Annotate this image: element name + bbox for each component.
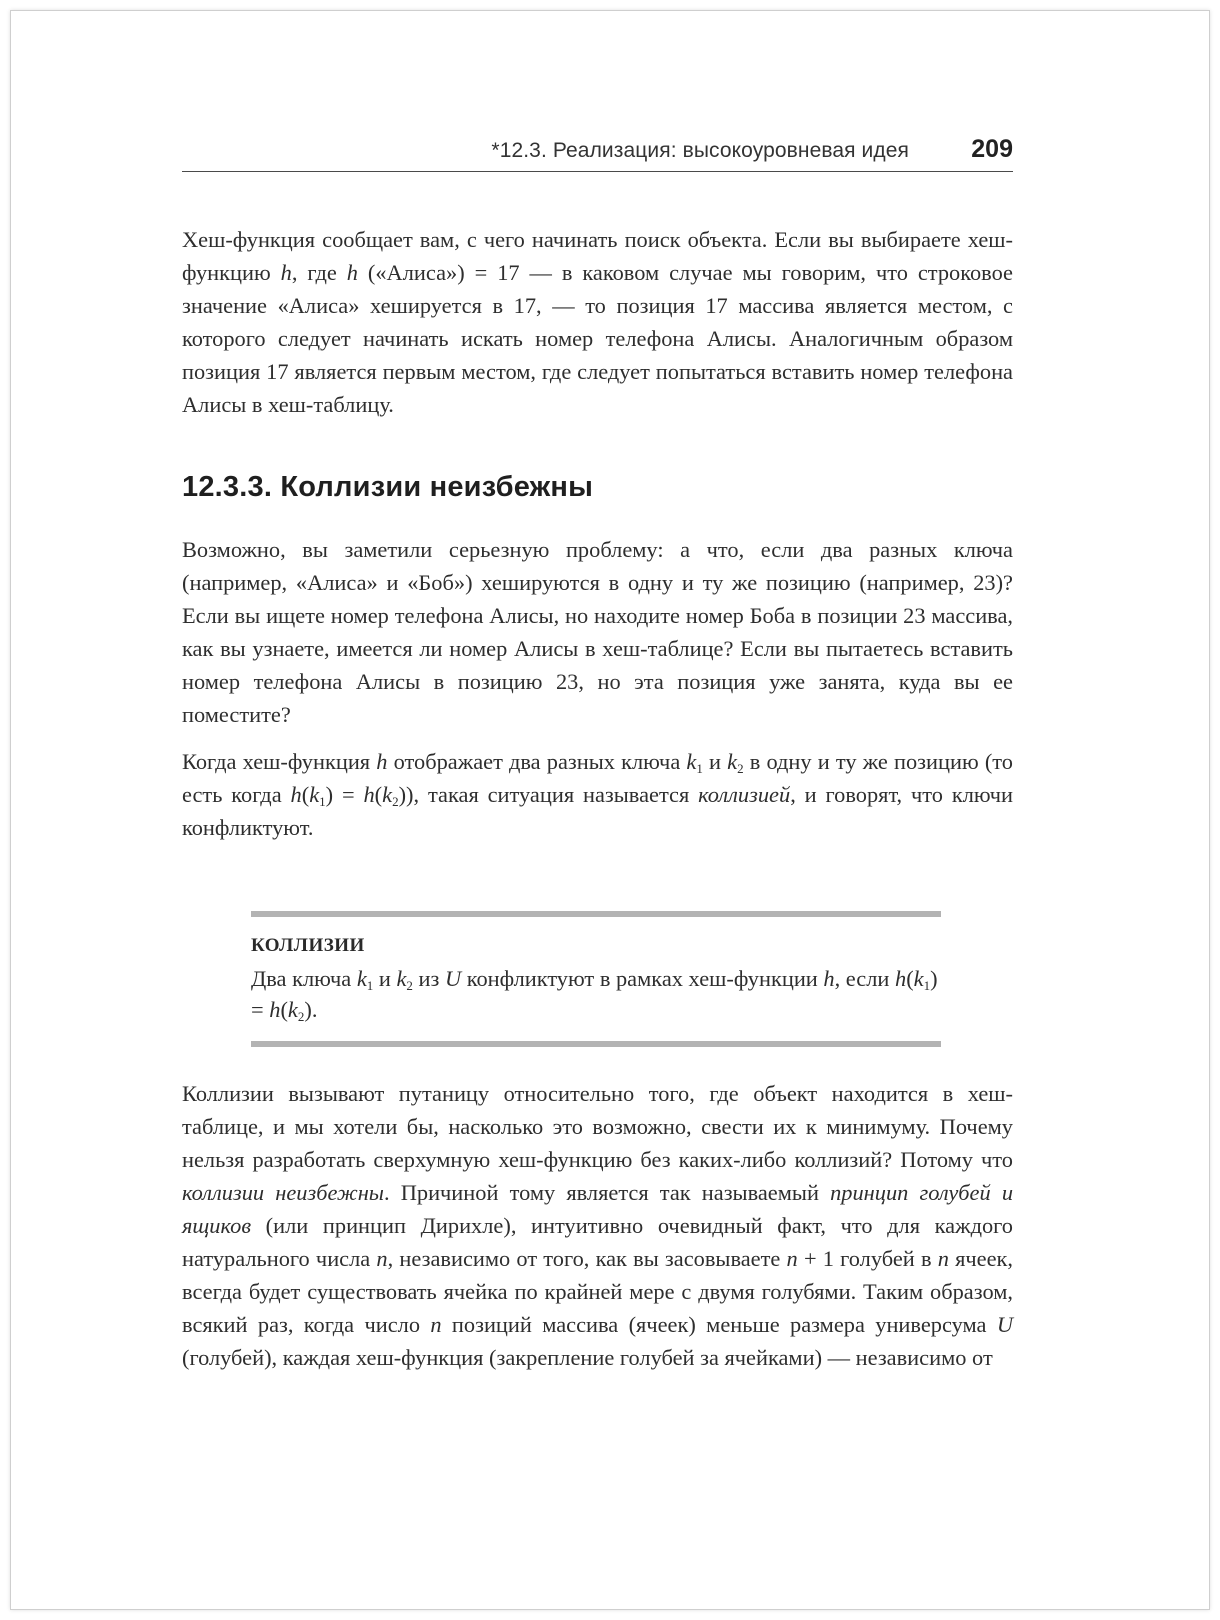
math-U: U (444, 966, 462, 991)
text-run: отображает два разных ключа (387, 749, 687, 774)
paragraph-2: Возможно, вы заметили серьезную проблему: а что, если два разных ключа (например, «Алиса» и «Боб») хешируются в одну и ту же позицию (например, 23)? Если вы ищете номер телефона Алисы, но находите номер Боба в позиции 23 массива, как вы узнаете, имеется ли номер Алисы в хеш-таблице? Если вы пытаетесь вставить номер телефона Алисы в позицию 23, но эта позиция уже занята, куда вы ее поместите? (182, 537, 1013, 727)
emphasized-term: коллизии неизбежны (182, 1180, 384, 1205)
text-run: («Алиса») = 17 — в каковом случае мы говорим, что строковое значение «Алиса» хешируется в 17, — то позиция 17 массива является местом, с которого следует начинать искать номер телефона Алисы. Аналогичным образом позиция 17 является первым местом, где следует попытаться вставить номер телефона Алисы в хеш-таблицу. (182, 260, 1013, 417)
text-run: ( (906, 966, 914, 991)
text-run: Хеш-функция сообщает вам, с чего начинать поиск объекта. Если вы выбираете хеш-функцию (182, 227, 1013, 285)
intro-paragraph (182, 223, 1013, 421)
math-k: k (382, 782, 393, 807)
text-run: Когда хеш-функция (182, 749, 377, 774)
math-n: n (376, 1246, 388, 1271)
text-run: . Причиной тому является так называемый (383, 1180, 831, 1205)
math-k: k (913, 966, 924, 991)
page-number: 209 (971, 135, 1013, 163)
box-top-rule (251, 911, 941, 917)
box-bottom-rule (251, 1041, 941, 1047)
text-run: , если (834, 966, 895, 991)
subscript: 1 (923, 978, 931, 993)
text-run: ( (374, 782, 383, 807)
emphasized-term: принцип голубей и ящиков (182, 1180, 1014, 1238)
math-U: U (996, 1312, 1013, 1337)
math-k: k (396, 966, 407, 991)
subscript: 2 (406, 978, 413, 993)
text-run: ячеек, всегда будет существовать ячейка по крайней мере с двумя голубями. Таким образом, всякий раз, когда число (182, 1246, 1014, 1337)
text-run: + 1 голубей в (797, 1246, 938, 1271)
running-head (182, 135, 1013, 172)
math-k: k (727, 749, 738, 774)
math-h: h (376, 749, 388, 774)
text-run: )), такая ситуация называется (398, 782, 699, 807)
text-run: , независимо от того, как вы засовываете (387, 1246, 787, 1271)
math-n: n (937, 1246, 949, 1271)
math-k: k (356, 966, 367, 991)
text-run: и (373, 966, 397, 991)
running-head-title: *12.3. Реализация: высокоуровневая идея (491, 139, 909, 162)
text-run: в одну и ту же позицию (то есть когда (182, 749, 1013, 807)
math-h: h (346, 260, 358, 285)
text-run: из (412, 966, 445, 991)
math-h: h (894, 966, 907, 991)
math-k: k (686, 749, 697, 774)
subscript: 1 (366, 978, 374, 993)
definition-box (251, 911, 941, 1047)
subscript: 1 (696, 761, 703, 776)
text-run: ). (304, 997, 318, 1022)
text-run: ) = (325, 782, 364, 807)
text-run: Коллизии вызывают путаницу относительно того, где объект находится в хеш-таблице, и мы хотели бы, насколько это возможно, свести их к минимуму. Почему нельзя разработать сверхумную хеш-функцию без каких-либо коллизий? Потому что (182, 1081, 1013, 1172)
math-h: h (823, 966, 835, 991)
definition-text (251, 963, 941, 1025)
subscript: 1 (319, 794, 326, 809)
subscript: 2 (737, 761, 744, 776)
math-h: h (269, 997, 281, 1022)
text-run: позиций массива (ячеек) меньше размера универсума (441, 1312, 997, 1337)
paragraph-3 (182, 745, 1013, 844)
text-run: (или принцип Дирихле), интуитивно очевидный факт, что для каждого натурального числа (182, 1213, 1013, 1271)
subscript: 2 (392, 794, 399, 809)
text-run: (голубей), каждая хеш-функция (закрепление голубей за ячейками) — независимо от (182, 1345, 993, 1370)
section-heading: 12.3.3. Коллизии неизбежны (182, 471, 594, 503)
math-h: h (363, 782, 375, 807)
text-run: , и говорят, что ключи конфликтуют. (182, 782, 1013, 840)
math-k: k (309, 782, 320, 807)
math-k: k (287, 997, 298, 1022)
text-run: ) = (251, 966, 938, 1022)
emphasized-term: коллизией (698, 782, 791, 807)
math-n: n (786, 1246, 798, 1271)
document-page (10, 10, 1210, 1610)
math-n: n (430, 1312, 442, 1337)
text-run: и (702, 749, 728, 774)
paragraph-4 (182, 1077, 1013, 1374)
text-run: ( (301, 782, 310, 807)
text-run: конфликтуют в рамках хеш-функции (461, 966, 824, 991)
math-h: h (290, 782, 302, 807)
math-h: h (280, 260, 292, 285)
text-run: ( (280, 997, 288, 1022)
text-run: Два ключа (251, 966, 357, 991)
definition-title: КОЛЛИЗИИ (251, 935, 365, 956)
text-run: , где (291, 260, 347, 285)
subscript: 2 (297, 1009, 305, 1024)
